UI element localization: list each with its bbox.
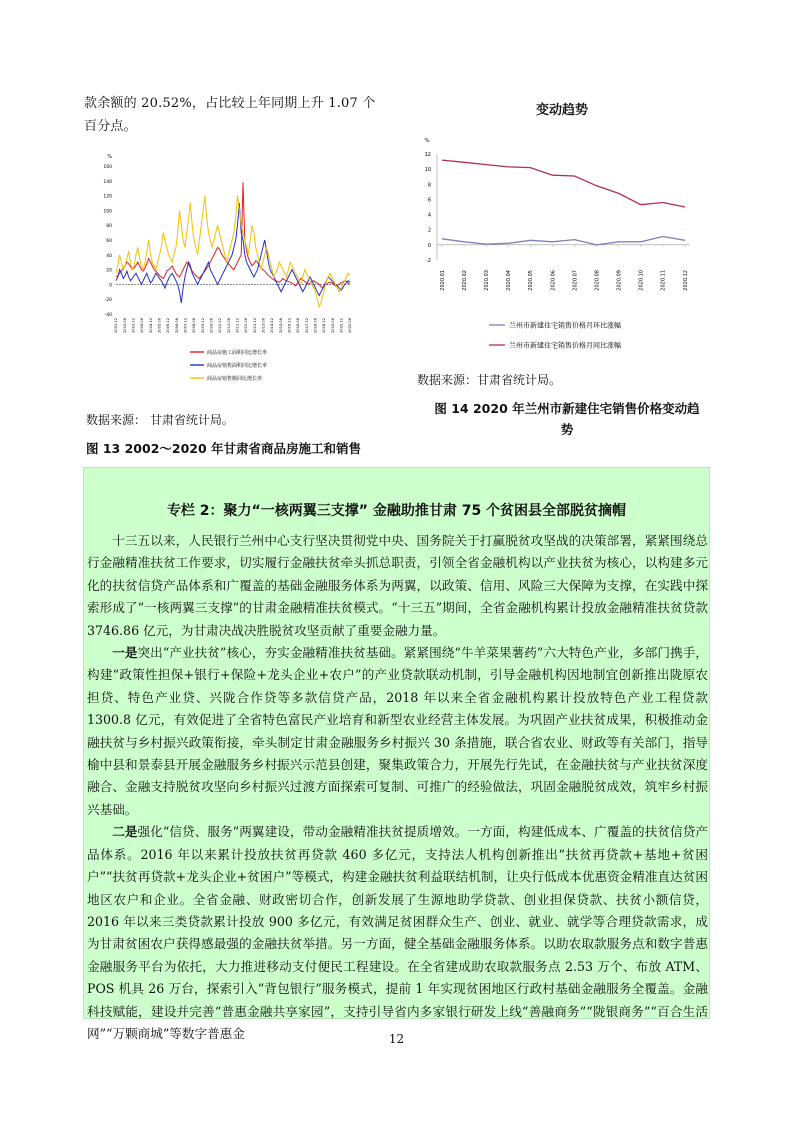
figure14-xtick: 2020.12 [682, 270, 689, 291]
figure13-ylabel: % [107, 154, 112, 160]
figure13-ytick: 140 [103, 179, 112, 185]
figure14-ylabel: % [424, 138, 430, 144]
figure14-ytick: 10 [424, 167, 431, 174]
figure14-xtick: 2020.08 [594, 270, 601, 291]
figure14-ytick: 12 [424, 152, 431, 158]
figure14-series-line [442, 160, 685, 207]
figure13-legend-label: 商品房销售面积同比增长率 [207, 363, 268, 369]
top-paragraph-line2: 百分点。 [84, 119, 137, 134]
figure13-xtick: 2002.12 [114, 318, 119, 333]
figure13-xtick: 2013.12 [252, 318, 257, 333]
figure13-xtick: 2020.06 [348, 318, 353, 333]
figure14-xtick: 2020.05 [528, 270, 535, 291]
figure14-ytick: 2 [427, 227, 431, 234]
figure14-ytick: -2 [426, 258, 431, 264]
figure13-chart [86, 148, 370, 400]
page-number: 12 [388, 1032, 405, 1046]
figure14-xtick: 2020.03 [483, 270, 490, 291]
top-paragraph-line1: 款余额的 20.52%，占比较上年同期上升 1.07 个 [84, 96, 376, 111]
figure14-xtick: 2020.06 [550, 270, 557, 291]
figure14-xtick: 2020.01 [439, 270, 446, 291]
box-title: 专栏 2：聚力“一核两翼三支撑” 金融助推甘肃 75 个贫困县全部脱贫摘帽 [166, 503, 627, 519]
figure13-xtick: 2004.12 [148, 318, 153, 333]
figure14-ytick: 6 [427, 197, 431, 204]
figure13-ytick: 40 [106, 253, 112, 259]
figure13-ytick: 60 [106, 239, 112, 244]
figure13-ytick: -20 [104, 298, 112, 304]
figure13-xtick: 2011.12 [235, 318, 240, 333]
figure13-xtick: 2014.12 [270, 318, 275, 333]
top-paragraph [84, 92, 394, 138]
figure13-xtick: 2010.12 [218, 318, 223, 333]
figure13-xtick: 2012.06 [244, 318, 249, 333]
figure13-xtick: 2002.06 [122, 318, 127, 333]
figure13-ytick: -40 [104, 313, 112, 318]
figure13-series-line [116, 203, 350, 303]
figure13-xtick: 2003.12 [131, 318, 136, 333]
figure14-ytick: 4 [427, 212, 431, 219]
figure14-source: 数据来源：甘肃省统计局。 [417, 373, 562, 387]
figure13-legend-label: 商品房销售额同比增长率 [207, 376, 263, 382]
figure14-xtick: 2020.09 [616, 270, 623, 291]
figure13-xtick: 2018.06 [313, 318, 318, 333]
figure14-xtick: 2020.10 [638, 270, 645, 291]
figure14-xtick: 2020.07 [572, 270, 579, 291]
figure13-ytick: 160 [103, 165, 112, 170]
box-paragraph-3-text: 强化“信贷、服务”两翼建设，带动金融精准扶贫提质增效。一方面，构建低成本、广覆盖的扶贫信贷产品体系。2016 年以来累计投放扶贫再贷款 460 多亿元，支持法人机构创新推出“扶贫再贷款+基地+贫困户”“扶贫再贷款+龙头企业+贫困户”等模式，构建金融扶贫利益联结机制，让央行低成本优惠资金精准直达贫困地区农户和企业。全省金融、财政密切合作，创新发展了生源地助学贷款、创业担保贷款、扶贫小额信贷，2016 年以来三类贷款累计投放 900 多亿元，有效满足贫困群众生产、创业、就业、就学等合理贷款需求，成为甘肃贫困农户获得感最强的金融扶贫举措。另一方面，健全基础金融服务体系。以助农取款服务点和数字普惠金融服务平台为依托，大力推进移动支付便民工程建设。在全省建成助农取款服务点 2.53 万个、布放 ATM、POS 机具 26 万台，探索引入“背包银行”服务模式，提前 1 年实现贫困地区行政村基础金融服务全覆盖。金融科技赋能，建设并完善“普惠金融共享家园”，支持引导省内多家银行研发上线“善融商务”“陇银商务”“百合生活网”“万颗商城”等数字普惠金 [87, 824, 708, 1041]
box-paragraph-3 [87, 821, 708, 1045]
figure13-xtick: 2006.06 [174, 318, 179, 333]
figure13-xtick: 2008.06 [192, 318, 197, 333]
figure14-heading: 变动趋势 [536, 103, 589, 118]
figure13-xtick: 2006.12 [166, 318, 171, 333]
figure14-caption-line2: 势 [560, 422, 574, 437]
figure13-ytick: 100 [103, 209, 112, 215]
figure14-xtick: 2020.02 [461, 270, 468, 291]
figure13-xtick: 2009.06 [209, 318, 214, 333]
figure13-xtick: 2007.12 [183, 318, 188, 333]
figure13-xtick: 2005.06 [157, 318, 162, 333]
figure13-ytick: 80 [106, 224, 112, 230]
figure14-chart [415, 132, 700, 362]
figure14-ytick: 8 [427, 182, 431, 189]
figure13-xtick: 2015.06 [278, 318, 283, 333]
figure13-xtick: 2020.12 [339, 318, 344, 333]
figure13-caption: 图 13 2002～2020 年甘肃省商品房施工和销售 [86, 441, 362, 456]
figure13-xtick: 2009.12 [200, 318, 205, 333]
figure13-xtick: 2004.06 [140, 318, 145, 333]
figure13-xtick: 2013.06 [261, 318, 266, 333]
figure14-xtick: 2020.11 [660, 270, 667, 291]
figure14-caption [417, 398, 717, 440]
box-paragraph-3-lead: 二是 [112, 824, 138, 840]
figure13-xtick: 2017.12 [304, 318, 309, 333]
figure13-xtick: 2016.12 [287, 318, 292, 333]
figure14-ytick: 0 [427, 242, 431, 249]
figure14-legend-label: 兰州市新建住宅销售价格月同比涨幅 [509, 341, 621, 350]
figure13-legend-label: 商品房施工面积同比增长率 [207, 350, 268, 356]
box-paragraph-2-lead: 一是 [112, 645, 138, 661]
figure13-source: 数据来源： 甘肃省统计局。 [86, 413, 234, 427]
figure14-legend-label: 兰州市新建住宅销售价格月环比涨幅 [509, 321, 621, 330]
figure13-ytick: 20 [106, 268, 112, 274]
figure13-xtick: 2011.06 [226, 318, 231, 333]
figure14-series-line [442, 237, 685, 245]
figure14-caption-line1: 图 14 2020 年兰州市新建住宅销售价格变动趋 [434, 401, 700, 416]
figure14-xtick: 2020.04 [506, 270, 513, 291]
figure13-xtick: 2019.06 [330, 318, 335, 333]
figure13-ytick: 120 [103, 194, 112, 200]
box-paragraph-1: 十三五以来，人民银行兰州中心支行坚决贯彻党中央、国务院关于打赢脱贫攻坚战的决策部署，紧紧围绕总行金融精准扶贫工作要求，切实履行金融扶贫牵头抓总职责，引领全省金融机构以产业扶贫为核心，以构建多元化的扶贫信贷产品体系和广覆盖的基础金融服务体系为两翼，以政策、信用、风险三大保障为支撑，在实践中探索形成了“一核两翼三支撑”的甘肃金融精准扶贫模式。“十三五”期间，全省金融机构累计投放金融精准扶贫贷款 3746.86 亿元，为甘肃决战决胜脱贫攻坚贡献了重要金融力量。 [87, 533, 708, 638]
figure13-xtick: 2016.06 [296, 318, 301, 333]
box-paragraph-2 [87, 642, 708, 821]
figure13-ytick: 0 [109, 283, 112, 289]
box-paragraph-2-text: 突出“产业扶贫”核心，夯实金融精准扶贫基础。紧紧围绕“牛羊菜果薯药”六大特色产业，多部门携手，构建“政策性担保+银行+保险+龙头企业+农户”的产业贷款联动机制，引导金融机构因地制宜创新推出陇原农担贷、特色产业贷、兴陇合作贷等多款信贷产品，2018 年以来全省金融机构累计投放特色产业工程贷款 1300.8 亿元，有效促进了全省特色富民产业培育和新型农业经营主体发展。为巩固产业扶贫成果，积极推动金融扶贫与乡村振兴政策衔接，牵头制定甘肃金融服务乡村振兴 30 条措施，联合省农业、财政等有关部门，指导榆中县和景泰县开展金融服务乡村振兴示范县创建，聚集政策合力，开展先行先试，在金融扶贫与产业扶贫深度融合、金融支持脱贫攻坚向乡村振兴过渡方面探索可复制、可推广的经验做法，巩固金融脱贫成效，筑牢乡村振兴基础。 [87, 645, 708, 817]
figure13-xtick: 2018.12 [322, 318, 327, 333]
